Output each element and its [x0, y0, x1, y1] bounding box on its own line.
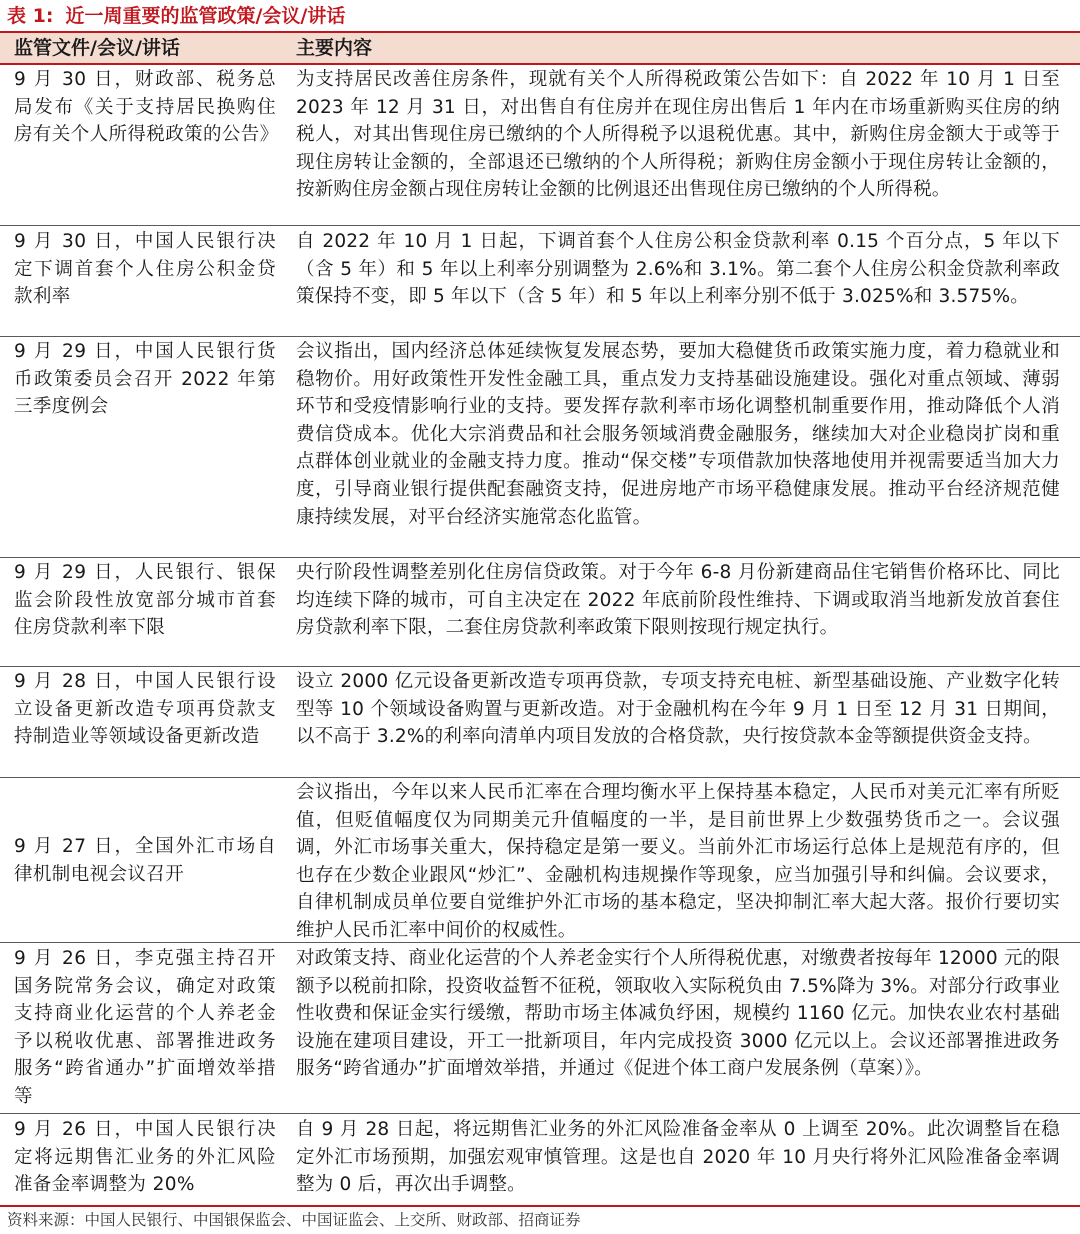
row-title: 9 月 30 日，中国人民银行决定下调首套个人住房公积金贷款利率: [14, 231, 276, 308]
table-row: [0, 943, 1080, 1114]
bottom-rule: [0, 1205, 1080, 1207]
row-content: 对政策支持、商业化运营的个人养老金实行个人所得税优惠，对缴费者按每年 12000 元的限额予以税前扣除，投资收益暂不征税，领取收入实际税负由 7.5%降为 3%。对部分行政事业性收费和保证金实行缓缴，帮助市场主体减负纾困，规模约 1160 亿元。加快农业农村基础设施在建项目建设，开工一批新项目，年内完成投资 3000 亿元以上。会议还部署推进政务服务“跨省通办”扩面增效举措，并通过《促进个体工商户发展条例（草案）》。: [296, 948, 1060, 1080]
row-title: 9 月 29 日，人民银行、银保监会阶段性放宽部分城市首套住房贷款利率下限: [14, 562, 276, 639]
row-title: 9 月 29 日，中国人民银行货币政策委员会召开 2022 年第三季度例会: [14, 341, 276, 418]
row-content: 为支持居民改善住房条件，现就有关个人所得税政策公告如下：自 2022 年 10 月 1 日至 2023 年 12 月 31 日，对出售自有住房并在现住房出售后 1 年内在市场重新购买住房的纳税人，对其出售现住房已缴纳的个人所得税予以退税优惠。其中，新购住房金额大于或等于现住房转让金额的，全部退还已缴纳的个人所得税；新购住房金额小于现住房转让金额的，按新购住房金额占现住房转让金额的比例退还出售现住房已缴纳的个人所得税。: [296, 69, 1060, 201]
header-col-document: 监管文件/会议/讲话: [14, 37, 180, 59]
table-caption-title: 近一周重要的监管政策/会议/讲话: [65, 5, 346, 27]
row-title: 9 月 27 日，全国外汇市场自律机制电视会议召开: [14, 836, 276, 885]
row-title: 9 月 26 日，中国人民银行决定将远期售汇业务的外汇风险准备金率调整为 20%: [14, 1119, 276, 1196]
table-body: [0, 65, 1080, 1204]
row-content: 自 2022 年 10 月 1 日起，下调首套个人住房公积金贷款利率 0.15 个百分点，5 年以下（含 5 年）和 5 年以上利率分别调整为 2.6%和 3.1%。第二套个人住房公积金贷款利率政策保持不变，即 5 年以下（含 5 年）和 5 年以上利率分别不低于 3.025%和 3.575%。: [296, 231, 1060, 308]
row-title: 9 月 28 日，中国人民银行设立设备更新改造专项再贷款支持制造业等领域设备更新改造: [14, 671, 276, 748]
table-row: [0, 337, 1080, 558]
table-row: [0, 778, 1080, 943]
row-content: 会议指出，今年以来人民币汇率在合理均衡水平上保持基本稳定，人民币对美元汇率有所贬值，但贬值幅度仅为同期美元升值幅度的一半，是目前世界上少数强势货币之一。会议强调，外汇市场事关重大，保持稳定是第一要义。当前外汇市场运行总体上是规范有序的，但也存在少数企业跟风“炒汇”、金融机构违规操作等现象，应当加强引导和纠偏。会议要求，自律机制成员单位要自觉维护外汇市场的基本稳定，坚决抑制汇率大起大落。报价行要切实维护人民币汇率中间价的权威性。: [296, 782, 1060, 941]
header-col-content: 主要内容: [296, 37, 373, 59]
table-row: [0, 1114, 1080, 1204]
table-row: [0, 667, 1080, 778]
table-row: [0, 226, 1080, 337]
row-title: 9 月 26 日，李克强主持召开国务院常务会议，确定对政策支持商业化运营的个人养老金予以税收优惠、部署推进政务服务“跨省通办”扩面增效举措等: [14, 948, 276, 1107]
row-content: 设立 2000 亿元设备更新改造专项再贷款，专项支持充电桩、新型基础设施、产业数字化转型等 10 个领域设备购置与更新改造。对于金融机构在今年 9 月 1 日至 12 月 31 日期间，以不高于 3.2%的利率向清单内项目发放的合格贷款，央行按贷款本金等额提供资金支持。: [296, 671, 1060, 748]
table-row: [0, 558, 1080, 667]
source-note: 资料来源：中国人民银行、中国银保监会、中国证监会、上交所、财政部、招商证券: [7, 1211, 581, 1229]
row-title: 9 月 30 日，财政部、税务总局发布《关于支持居民换购住房有关个人所得税政策的公告》: [14, 69, 279, 146]
row-content: 央行阶段性调整差别化住房信贷政策。对于今年 6-8 月份新建商品住宅销售价格环比、同比均连续下降的城市，可自主决定在 2022 年底前阶段性维持、下调或取消当地新发放首套住房贷款利率下限，二套住房贷款利率政策下限则按现行规定执行。: [296, 562, 1060, 639]
table-caption-label: 表 1:: [7, 5, 54, 27]
table-row: [0, 65, 1080, 226]
row-content: 自 9 月 28 日起，将远期售汇业务的外汇风险准备金率从 0 上调至 20%。此次调整旨在稳定外汇市场预期，加强宏观审慎管理。这是也自 2020 年 10 月央行将外汇风险准备金率调整为 0 后，再次出手调整。: [296, 1119, 1060, 1196]
row-content: 会议指出，国内经济总体延续恢复发展态势，要加大稳健货币政策实施力度，着力稳就业和稳物价。用好政策性开发性金融工具，重点发力支持基础设施建设。强化对重点领域、薄弱环节和受疫情影响行业的支持。要发挥存款利率市场化调整机制重要作用，推动降低个人消费信贷成本。优化大宗消费品和社会服务领域消费金融服务，继续加大对企业稳岗扩岗和重点群体创业就业的金融支持力度。推动“保交楼”专项借款加快落地使用并视需要适当加大力度，引导商业银行提供配套融资支持，促进房地产市场平稳健康发展。推动平台经济规范健康持续发展，对平台经济实施常态化监管。: [296, 341, 1060, 528]
table-header: [0, 33, 1080, 63]
table-caption: [7, 2, 345, 30]
